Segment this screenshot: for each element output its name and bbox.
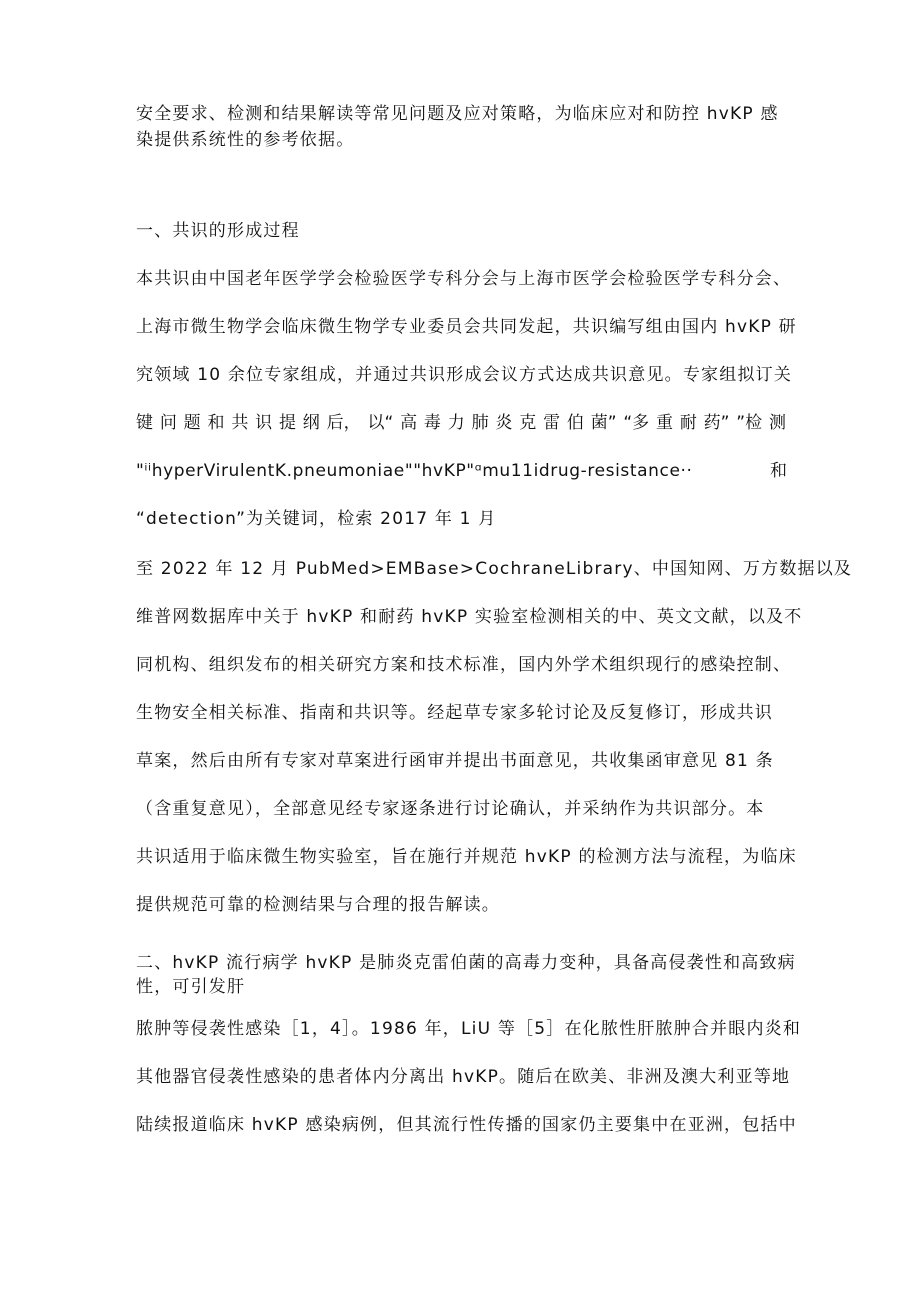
justified-word: 测 bbox=[768, 413, 786, 433]
para-2-line-7: 共识适用于临床微生物实验室，旨在施行并规范 hvKP 的检测方法与流程，为临床 bbox=[136, 847, 797, 867]
para-1-line-4 bbox=[136, 412, 786, 434]
justified-word: 药” bbox=[703, 413, 730, 433]
justified-word: 炎 bbox=[495, 413, 513, 433]
section-heading-1: 一、共识的形成过程 bbox=[136, 221, 300, 241]
justified-word: 和 bbox=[207, 413, 225, 433]
justified-word: 菌” bbox=[590, 413, 617, 433]
justified-word: 共 bbox=[231, 413, 249, 433]
para-1-line-5-suffix: 和 bbox=[770, 461, 787, 481]
justified-word: 后， bbox=[326, 413, 361, 433]
justified-word: 纲 bbox=[302, 413, 320, 433]
justified-word: 题 bbox=[183, 413, 201, 433]
justified-word: 以“ bbox=[367, 413, 394, 433]
justified-word: 耐 bbox=[679, 413, 697, 433]
justified-word: “多 bbox=[623, 413, 650, 433]
para-3-line-3: 陆续报道临床 hvKP 感染病例，但其流行性传播的国家仍主要集中在亚洲，包括中 bbox=[136, 1115, 797, 1135]
para-1-line-1: 本共识由中国老年医学学会检验医学专科分会与上海市医学会检验医学专科分会、 bbox=[136, 269, 792, 289]
para-3-line-1: 脓肿等侵袭性感染［1，4］。1986 年，LiU 等［5］在化脓性肝脓肿合并眼内炎和 bbox=[136, 1019, 802, 1039]
para-2-line-1: 至 2022 年 12 月 PubMed>EMBase>CochraneLibrary、中国知网、万方数据以及 bbox=[136, 559, 853, 579]
para-intro-line-2: 染提供系统性的参考依据。 bbox=[136, 130, 355, 150]
justified-word: 问 bbox=[159, 413, 177, 433]
para-1-line-2: 上海市微生物学会临床微生物学专业委员会共同发起，共识编写组由国内 hvKP 研 bbox=[136, 317, 797, 337]
para-2-line-8: 提供规范可靠的检测结果与合理的报告解读。 bbox=[136, 895, 500, 915]
para-1-line-6: “detection”为关键词，检索 2017 年 1 月 bbox=[136, 509, 497, 529]
para-2-line-6: （含重复意见），全部意见经专家逐条进行讨论确认，并采纳作为共识部分。本 bbox=[136, 799, 765, 819]
para-3-line-2: 其他器官侵袭性感染的患者体内分离出 hvKP。随后在欧美、非洲及澳大利亚等地 bbox=[136, 1067, 791, 1087]
justified-word: 键 bbox=[136, 413, 153, 433]
justified-word: 识 bbox=[255, 413, 273, 433]
section-heading-2-line-2: 性，可引发肝 bbox=[136, 977, 246, 997]
justified-word: 力 bbox=[447, 413, 465, 433]
justified-word: 克 bbox=[519, 413, 537, 433]
para-2-line-3: 同机构、组织发布的相关研究方案和技术标准，国内外学术组织现行的感染控制、 bbox=[136, 655, 792, 675]
para-1-line-3: 究领域 10 余位专家组成，并通过共识形成会议方式达成共识意见。专家组拟订关 bbox=[136, 365, 793, 385]
justified-word: 高 bbox=[400, 413, 418, 433]
justified-word: 肺 bbox=[471, 413, 489, 433]
justified-word: 提 bbox=[278, 413, 296, 433]
justified-word: 雷 bbox=[543, 413, 561, 433]
justified-word: ”检 bbox=[736, 413, 763, 433]
para-intro-line-1: 安全要求、检测和结果解读等常见问题及应对策略，为临床应对和防控 hvKP 感 bbox=[136, 104, 779, 124]
justified-word: 重 bbox=[656, 413, 673, 433]
para-1-line-5: "ⁱⁱhyperVirulentK.pneumoniae""hvKP"ᵅmu11idrug-resistance·· bbox=[136, 461, 693, 481]
section-heading-2-line-1: 二、hvKP 流行病学 hvKP 是肺炎克雷伯菌的高毒力变种，具备高侵袭性和高致病 bbox=[136, 953, 796, 973]
justified-word: 伯 bbox=[566, 413, 584, 433]
para-2-line-4: 生物安全相关标准、指南和共识等。经起草专家多轮讨论及反复修订，形成共识 bbox=[136, 703, 773, 723]
justified-word: 毒 bbox=[423, 413, 441, 433]
para-2-line-5: 草案，然后由所有专家对草案进行函审并提出书面意见，共收集函审意见 81 条 bbox=[136, 751, 774, 771]
para-2-line-2: 维普网数据库中关于 hvKP 和耐药 hvKP 实验室检测相关的中、英文文献，以及不 bbox=[136, 607, 803, 627]
